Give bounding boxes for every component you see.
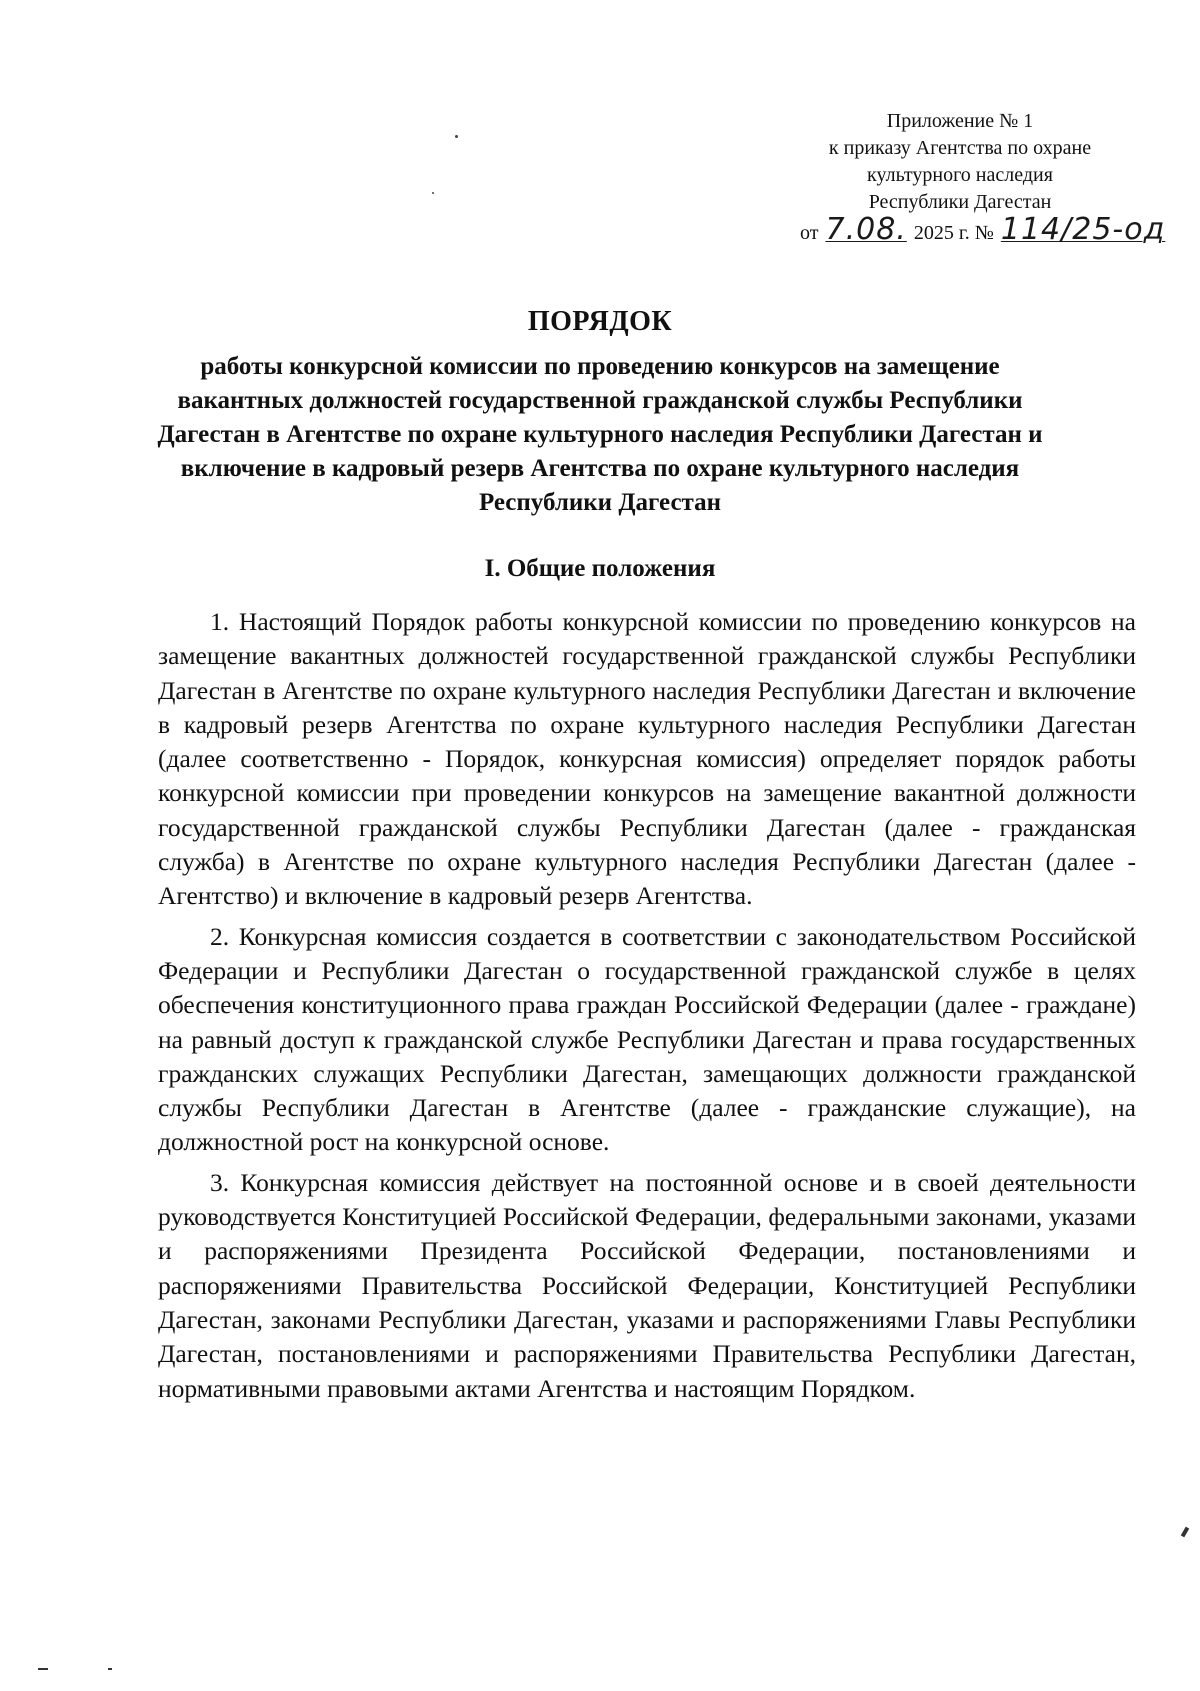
paragraph-2: 2. Конкурсная комиссия создается в соответствии с законодательством Российской Федерации и Республики Дагестан о государственной гражданской службе в целях обеспечения конституционного права граждан Российской Федерации (далее - граждане) на равный доступ к гражданской службе Республики Дагестан и права государственных гражданских служащих Республики Дагестан, замещающих должности гражданской службы Республики Дагестан в Агентстве (далее - гражданские служащие), на должностной рост на конкурсной основе. [158, 921, 1136, 1157]
paragraph-3: 3. Конкурсная комиссия действует на постоянной основе и в своей деятельности руководствуется Конституцией Российской Федерации, федеральными законами, указами и распоряжениями Президента Российской Федерации, постановлениями и распоряжениями Правительства Российской Федерации, Конституцией Республики Дагестан, законами Республики Дагестан, указами и распоряжениями Главы Республики Дагестан, постановлениями и распоряжениями Правительства Республики Дагестан, нормативными правовыми актами Агентства и настоящим Порядком. [158, 1167, 1136, 1403]
year-number-label: 2025 г. № [913, 222, 994, 244]
date-prefix: от [800, 222, 819, 244]
document-subtitle: работы конкурсной комиссии по проведению конкурсов на замещение вакантных должностей государственной гражданской службы Республики Дагестан в Агентстве по охране культурного наследия Республики Дагестан и включение в кадровый резерв Агентства по охране культурного наследия Республики Дагестан [157, 353, 1043, 516]
republic-name-line: Республики Дагестан [868, 191, 1052, 213]
handwritten-order-number: 114/25-од [1000, 212, 1166, 247]
scan-mark [1181, 1527, 1189, 1538]
order-reference: к приказу Агентства по охране [828, 137, 1092, 159]
document-title: ПОРЯДОК [527, 306, 673, 337]
section-heading: I. Общие положения [484, 555, 716, 582]
agency-name-line: культурного наследия [867, 164, 1053, 186]
scan-speck [455, 135, 458, 138]
handwritten-date: 7.08. [825, 212, 907, 247]
paragraph-1: 1. Настоящий Порядок работы конкурсной комиссии по проведению конкурсов на замещение вакантных должностей государственной гражданской службы Республики Дагестан в Агентстве по охране культурного наследия Республики Дагестан и включение в кадровый резерв Агентства по охране культурного наследия Республики Дагестан (далее соответственно - Порядок, конкурсная комиссия) определяет порядок работы конкурсной комиссии при проведении конкурсов на замещение вакантной должности государственной гражданской службы Республики Дагестан (далее - гражданская служба) в Агентстве по охране культурного наследия Республики Дагестан (далее - Агентство) и включение в кадровый резерв Агентства. [158, 607, 1136, 911]
order-date-number [770, 212, 1166, 247]
scan-mark [38, 1668, 48, 1670]
appendix-number: Приложение № 1 [886, 110, 1034, 132]
document-body [158, 605, 1136, 1412]
scan-speck [432, 192, 434, 194]
appendix-header [770, 108, 1166, 247]
scan-mark [108, 1668, 112, 1670]
